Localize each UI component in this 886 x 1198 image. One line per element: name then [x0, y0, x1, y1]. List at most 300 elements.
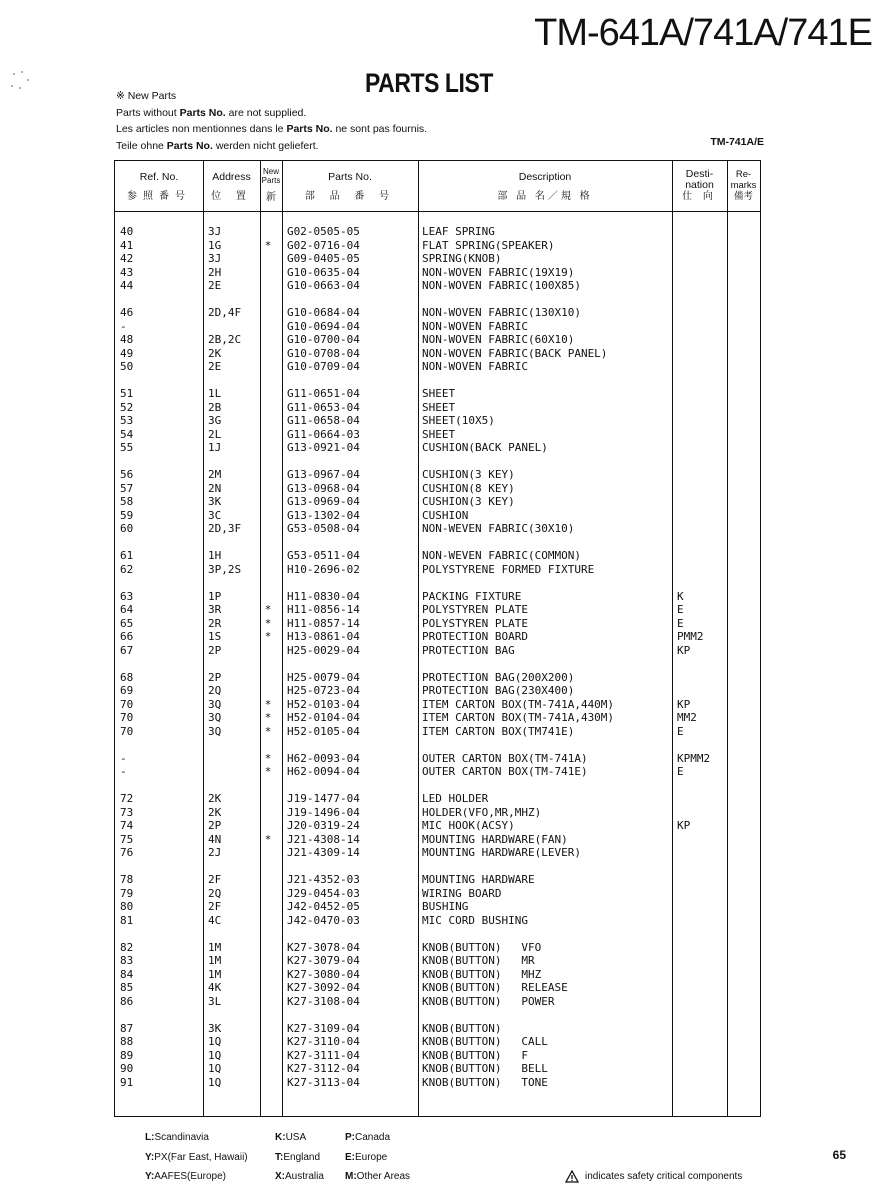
- parts-no-cell: G02-0505-05: [287, 225, 360, 238]
- description-cell: MIC CORD BUSHING: [422, 913, 528, 927]
- description-cell: KNOB(BUTTON) RELEASE: [422, 981, 568, 994]
- table-row: [115, 698, 760, 712]
- description-cell: NON-WOVEN FABRIC(BACK PANEL): [422, 346, 608, 360]
- parts-no-cell: G11-0653-04: [287, 400, 360, 414]
- destination-cell: E: [677, 603, 684, 616]
- table-row: [115, 806, 760, 820]
- legend-region: Europe: [355, 1151, 388, 1163]
- address-cell: 4C: [208, 913, 222, 927]
- legend-col-3: [345, 1128, 410, 1187]
- description-cell: KNOB(BUTTON) POWER: [422, 994, 555, 1008]
- ref-no-cell: 68: [120, 670, 134, 684]
- description-cell: LEAF SPRING: [422, 225, 495, 238]
- ref-no-cell: 51: [120, 387, 134, 400]
- table-row: [115, 941, 760, 955]
- new-mark-cell: *: [264, 724, 272, 738]
- table-row: [115, 1035, 760, 1049]
- description-cell: BUSHING: [422, 900, 469, 913]
- ref-no-cell: 46: [120, 306, 134, 319]
- ref-no-cell: 66: [120, 630, 134, 643]
- ref-no-cell: 73: [120, 805, 134, 819]
- description-cell: PROTECTION BAG(200X200): [422, 670, 575, 684]
- new-mark-cell: *: [264, 603, 272, 616]
- parts-no-cell: K27-3079-04: [287, 954, 360, 967]
- table-row: [115, 900, 760, 914]
- table-row: [115, 266, 760, 280]
- ref-no-cell: 90: [120, 1062, 134, 1075]
- parts-no-cell: G10-0663-04: [287, 279, 360, 292]
- legend-entry: [345, 1128, 410, 1148]
- address-cell: 4K: [208, 981, 222, 994]
- notes-block: [116, 88, 427, 154]
- table-row: [115, 887, 760, 901]
- model-subtitle: TM-741A/E: [710, 136, 764, 148]
- address-cell: 1P: [208, 589, 222, 603]
- description-cell: ITEM CARTON BOX(TM-741A,430M): [422, 711, 615, 724]
- parts-no-cell: J21-4308-14: [287, 832, 360, 846]
- table-row: [115, 792, 760, 806]
- ref-no-cell: 65: [120, 616, 134, 630]
- warning-triangle-icon: [565, 1170, 579, 1183]
- address-cell: 2Q: [208, 886, 222, 900]
- address-cell: 3K: [208, 1021, 222, 1035]
- description-cell: CUSHION(BACK PANEL): [422, 441, 548, 454]
- address-cell: 1J: [208, 441, 222, 454]
- address-cell: 3K: [208, 495, 222, 508]
- ref-no-cell: 70: [120, 697, 134, 711]
- address-cell: 2D,4F: [208, 306, 242, 319]
- parts-no-cell: J21-4352-03: [287, 873, 360, 886]
- ref-no-cell: 42: [120, 252, 134, 265]
- table-row: [115, 279, 760, 293]
- legend-entry: [345, 1167, 410, 1187]
- parts-no-cell: K27-3108-04: [287, 994, 360, 1008]
- table-row: [115, 765, 760, 779]
- ref-no-cell: 70: [120, 711, 134, 724]
- header-remarks: Re- marks 備考: [730, 169, 757, 202]
- address-cell: 3J: [208, 225, 222, 238]
- parts-no-cell: K27-3111-04: [287, 1048, 360, 1062]
- legend-code: M:: [345, 1171, 357, 1182]
- destination-cell: KP: [677, 643, 691, 657]
- address-cell: 2E: [208, 360, 222, 373]
- table-row: [115, 846, 760, 860]
- description-cell: KNOB(BUTTON) F: [422, 1048, 528, 1062]
- legend-entry: [345, 1148, 410, 1168]
- legend-code: T:: [275, 1151, 284, 1163]
- description-cell: ITEM CARTON BOX(TM-741A,440M): [422, 697, 615, 711]
- address-cell: 1L: [208, 387, 222, 400]
- parts-no-cell: H62-0093-04: [287, 751, 360, 765]
- description-cell: KNOB(BUTTON) BELL: [422, 1062, 548, 1075]
- address-cell: 3G: [208, 414, 222, 427]
- address-cell: 3Q: [208, 697, 222, 711]
- legend-region: USA: [285, 1132, 307, 1143]
- new-mark-cell: *: [264, 238, 272, 252]
- new-mark-cell: *: [264, 765, 272, 778]
- parts-no-cell: H52-0103-04: [287, 697, 360, 711]
- destination-cell: E: [677, 765, 684, 778]
- ref-no-cell: 84: [120, 967, 134, 981]
- address-cell: 2N: [208, 481, 222, 495]
- parts-no-cell: J42-0452-05: [287, 900, 360, 913]
- ref-no-cell: 75: [120, 832, 134, 846]
- address-cell: 2B: [208, 400, 222, 414]
- address-cell: 1G: [208, 238, 222, 252]
- destination-cell: MM2: [677, 711, 697, 724]
- header-divider: [115, 211, 760, 212]
- address-cell: 2R: [208, 616, 222, 630]
- parts-no-cell: J19-1496-04: [287, 805, 360, 819]
- legend-code: P:: [345, 1132, 355, 1143]
- address-cell: 2F: [208, 900, 222, 913]
- table-row: [115, 441, 760, 455]
- description-cell: ITEM CARTON BOX(TM741E): [422, 724, 575, 738]
- new-mark-cell: *: [264, 711, 272, 724]
- description-cell: NON-WEVEN FABRIC(COMMON): [422, 549, 581, 562]
- description-cell: NON-WEVEN FABRIC(30X10): [422, 522, 575, 535]
- address-cell: 3J: [208, 252, 222, 265]
- description-cell: NON-WOVEN FABRIC(100X85): [422, 279, 581, 292]
- description-cell: NON-WOVEN FABRIC(60X10): [422, 333, 575, 346]
- parts-no-cell: H11-0830-04: [287, 589, 360, 603]
- parts-no-cell: K27-3110-04: [287, 1035, 360, 1048]
- table-row: [115, 482, 760, 496]
- ref-no-cell: 52: [120, 400, 134, 414]
- table-row: [115, 995, 760, 1009]
- parts-table: [114, 160, 761, 1117]
- parts-no-cell: G09-0405-05: [287, 252, 360, 265]
- parts-no-cell: G13-0968-04: [287, 481, 360, 495]
- ref-no-cell: 44: [120, 279, 134, 292]
- parts-no-cell: K27-3080-04: [287, 967, 360, 981]
- parts-no-cell: G10-0635-04: [287, 265, 360, 279]
- table-row: [115, 644, 760, 658]
- description-cell: MOUNTING HARDWARE(FAN): [422, 832, 568, 846]
- address-cell: 1S: [208, 630, 222, 643]
- parts-no-cell: H25-0723-04: [287, 684, 360, 697]
- parts-no-cell: J21-4309-14: [287, 846, 360, 859]
- description-cell: KNOB(BUTTON) CALL: [422, 1035, 548, 1048]
- parts-no-cell: K27-3112-04: [287, 1062, 360, 1075]
- parts-no-cell: J20-0319-24: [287, 819, 360, 832]
- description-cell: CUSHION(3 KEY): [422, 495, 515, 508]
- address-cell: 2K: [208, 805, 222, 819]
- parts-no-cell: G13-0969-04: [287, 495, 360, 508]
- address-cell: 2K: [208, 346, 222, 360]
- legend-entry: [275, 1167, 324, 1187]
- ref-no-cell: 89: [120, 1048, 134, 1062]
- ref-no-cell: 88: [120, 1035, 134, 1048]
- header-description: Description 部 品 名／規 格: [497, 171, 593, 202]
- legend-region: AAFES(Europe): [154, 1171, 226, 1182]
- safety-note: indicates safety critical components: [565, 1170, 742, 1183]
- description-cell: PROTECTION BAG: [422, 643, 515, 657]
- parts-no-cell: J42-0470-03: [287, 913, 360, 927]
- legend-code: Y:: [145, 1171, 155, 1182]
- note-fr: Les articles non mentionnes dans le Parts No. ne sont pas fournis.: [116, 123, 428, 135]
- legend-code: K:: [275, 1132, 286, 1143]
- ref-no-cell: 78: [120, 873, 134, 886]
- table-row: [115, 833, 760, 847]
- table-row: [115, 684, 760, 698]
- address-cell: 2P: [208, 670, 222, 684]
- ref-no-cell: 53: [120, 414, 134, 427]
- new-mark-cell: *: [264, 697, 272, 711]
- description-cell: FLAT SPRING(SPEAKER): [422, 238, 555, 252]
- note-new-parts: ※ New Parts: [116, 90, 177, 102]
- address-cell: 3Q: [208, 724, 222, 738]
- table-row: [115, 428, 760, 442]
- parts-no-cell: G10-0700-04: [287, 333, 360, 346]
- ref-no-cell: 41: [120, 238, 134, 252]
- table-row: [115, 333, 760, 347]
- description-cell: SHEET: [422, 427, 456, 441]
- description-cell: SHEET: [422, 400, 456, 414]
- parts-no-cell: J19-1477-04: [287, 792, 360, 805]
- legend-region: Other Areas: [356, 1171, 411, 1182]
- parts-no-cell: G10-0684-04: [287, 306, 360, 319]
- ref-no-cell: 80: [120, 900, 134, 913]
- legend-code: E:: [345, 1151, 355, 1163]
- table-row: [115, 819, 760, 833]
- table-row: [115, 873, 760, 887]
- legend-code: L:: [145, 1132, 155, 1143]
- table-row: [115, 509, 760, 523]
- new-mark-cell: *: [264, 751, 272, 765]
- ref-no-cell: 64: [120, 603, 134, 616]
- address-cell: 2K: [208, 792, 222, 805]
- ref-no-cell: 50: [120, 360, 134, 373]
- table-row: [115, 239, 760, 253]
- ref-no-cell: 48: [120, 333, 134, 346]
- ref-no-cell: 55: [120, 441, 134, 454]
- header-destination: Desti- nation 仕 向: [682, 168, 717, 202]
- description-cell: PROTECTION BAG(230X400): [422, 684, 575, 697]
- table-row: [115, 725, 760, 739]
- description-cell: KNOB(BUTTON) MHZ: [422, 967, 542, 981]
- address-cell: 2B,2C: [208, 333, 242, 346]
- parts-no-cell: G53-0508-04: [287, 522, 360, 535]
- address-cell: 2P: [208, 819, 222, 832]
- header-parts-no: Parts No. 部 品 番 号: [304, 171, 396, 202]
- ref-no-cell: 58: [120, 495, 134, 508]
- description-cell: SHEET: [422, 387, 456, 400]
- address-cell: 1M: [208, 940, 222, 954]
- description-cell: POLYSTYREN PLATE: [422, 616, 528, 630]
- legend-code: Y:: [145, 1151, 155, 1163]
- ref-no-cell: -: [120, 765, 127, 778]
- address-cell: 4N: [208, 832, 222, 846]
- parts-no-cell: G11-0664-03: [287, 427, 360, 441]
- destination-cell: E: [677, 724, 684, 738]
- table-row: [115, 1022, 760, 1036]
- address-cell: 2F: [208, 873, 222, 886]
- ref-no-cell: 49: [120, 346, 134, 360]
- description-cell: CUSHION(8 KEY): [422, 481, 515, 495]
- destination-cell: KP: [677, 819, 691, 832]
- header-new: New Parts 新: [261, 167, 281, 203]
- table-row: [115, 968, 760, 982]
- ref-no-cell: -: [120, 751, 127, 765]
- table-row: [115, 306, 760, 320]
- table-row: [115, 347, 760, 361]
- parts-no-cell: H62-0094-04: [287, 765, 360, 778]
- legend-region: England: [283, 1151, 321, 1163]
- ref-no-cell: 54: [120, 427, 134, 441]
- table-row: [115, 603, 760, 617]
- parts-no-cell: H13-0861-04: [287, 630, 360, 643]
- page-title: PARTS LIST: [365, 68, 493, 98]
- table-row: [115, 954, 760, 968]
- ref-no-cell: 83: [120, 954, 134, 967]
- ref-no-cell: 91: [120, 1075, 134, 1089]
- header-address: Address 位 置: [211, 171, 252, 202]
- address-cell: 3P,2S: [208, 562, 242, 576]
- description-cell: OUTER CARTON BOX(TM-741E): [422, 765, 588, 778]
- ref-no-cell: 61: [120, 549, 134, 562]
- table-row: [115, 590, 760, 604]
- description-cell: PROTECTION BOARD: [422, 630, 528, 643]
- parts-no-cell: H10-2696-02: [287, 562, 360, 576]
- description-cell: SPRING(KNOB): [422, 252, 502, 265]
- parts-no-cell: G10-0694-04: [287, 319, 360, 333]
- new-mark-cell: *: [264, 832, 272, 846]
- ref-no-cell: 72: [120, 792, 134, 805]
- ref-no-cell: 74: [120, 819, 134, 832]
- description-cell: WIRING BOARD: [422, 886, 502, 900]
- address-cell: 3C: [208, 508, 222, 522]
- table-row: [115, 225, 760, 239]
- table-row: [115, 252, 760, 266]
- ref-no-cell: 87: [120, 1021, 134, 1035]
- destination-cell: K: [677, 589, 684, 603]
- ref-no-cell: 70: [120, 724, 134, 738]
- table-row: [115, 387, 760, 401]
- parts-no-cell: H25-0079-04: [287, 670, 360, 684]
- legend-entry: [145, 1167, 248, 1187]
- legend-region: PX(Far East, Hawaii): [154, 1151, 248, 1163]
- address-cell: 2D,3F: [208, 522, 242, 535]
- address-cell: 1H: [208, 549, 222, 562]
- page-number: 65: [832, 1148, 846, 1162]
- address-cell: 1Q: [208, 1035, 222, 1048]
- table-row: [115, 360, 760, 374]
- ref-no-cell: 62: [120, 562, 134, 576]
- table-row: [115, 617, 760, 631]
- ref-no-cell: 82: [120, 940, 134, 954]
- address-cell: 1Q: [208, 1048, 222, 1062]
- description-cell: HOLDER(VFO,MR,MHZ): [422, 805, 542, 819]
- note-de: Teile ohne Parts No. werden nicht geliefert.: [116, 139, 319, 152]
- description-cell: SHEET(10X5): [422, 414, 495, 427]
- address-cell: 2H: [208, 265, 222, 279]
- table-row: [115, 468, 760, 482]
- address-cell: 2Q: [208, 684, 222, 697]
- legend-entry: [275, 1148, 324, 1168]
- ref-no-cell: 85: [120, 981, 134, 994]
- ref-no-cell: 57: [120, 481, 134, 495]
- description-cell: NON-WOVEN FABRIC(19X19): [422, 265, 575, 279]
- description-cell: CUSHION(3 KEY): [422, 468, 515, 481]
- table-row: [115, 522, 760, 536]
- parts-no-cell: G11-0658-04: [287, 414, 360, 427]
- address-cell: 3L: [208, 994, 222, 1008]
- ref-no-cell: 40: [120, 225, 134, 238]
- ref-no-cell: 76: [120, 846, 134, 859]
- ref-no-cell: 86: [120, 994, 134, 1008]
- table-row: [115, 1049, 760, 1063]
- ref-no-cell: 63: [120, 589, 134, 603]
- address-cell: 1Q: [208, 1075, 222, 1089]
- ref-no-cell: 81: [120, 913, 134, 927]
- parts-no-cell: H52-0104-04: [287, 711, 360, 724]
- legend-col-1: [145, 1128, 248, 1187]
- address-cell: 2L: [208, 427, 222, 441]
- header-ref: Ref. No. 参照番号: [127, 171, 191, 202]
- ref-no-cell: 67: [120, 643, 134, 657]
- address-cell: 1M: [208, 954, 222, 967]
- parts-no-cell: G13-0921-04: [287, 441, 360, 454]
- address-cell: 2M: [208, 468, 222, 481]
- table-row: [115, 630, 760, 644]
- destination-cell: KP: [677, 697, 691, 711]
- address-cell: 2J: [208, 846, 222, 859]
- description-cell: NON-WOVEN FABRIC: [422, 360, 528, 373]
- legend-entry: [275, 1128, 324, 1148]
- address-cell: 2E: [208, 279, 222, 292]
- parts-no-cell: G53-0511-04: [287, 549, 360, 562]
- parts-no-cell: K27-3078-04: [287, 940, 360, 954]
- address-cell: 3Q: [208, 711, 222, 724]
- ref-no-cell: 56: [120, 468, 134, 481]
- table-row: [115, 752, 760, 766]
- description-cell: KNOB(BUTTON) MR: [422, 954, 535, 967]
- description-cell: MOUNTING HARDWARE(LEVER): [422, 846, 581, 859]
- table-row: [115, 1062, 760, 1076]
- legend-region: Australia: [285, 1171, 324, 1182]
- description-cell: MIC HOOK(ACSY): [422, 819, 515, 832]
- address-cell: 1M: [208, 967, 222, 981]
- description-cell: LED HOLDER: [422, 792, 489, 805]
- table-row: [115, 563, 760, 577]
- legend-col-2: [275, 1128, 324, 1187]
- description-cell: MOUNTING HARDWARE: [422, 873, 535, 886]
- address-cell: 3R: [208, 603, 222, 616]
- description-cell: KNOB(BUTTON) VFO: [422, 940, 542, 954]
- parts-no-cell: H11-0856-14: [287, 603, 360, 616]
- parts-no-cell: J29-0454-03: [287, 886, 360, 900]
- parts-no-cell: K27-3092-04: [287, 981, 360, 994]
- parts-no-cell: H25-0029-04: [287, 643, 360, 657]
- ref-no-cell: 59: [120, 508, 134, 522]
- parts-no-cell: G02-0716-04: [287, 238, 360, 252]
- legend-region: Canada: [355, 1132, 391, 1143]
- description-cell: NON-WOVEN FABRIC: [422, 319, 528, 333]
- scan-mark: [6, 68, 34, 92]
- parts-no-cell: G10-0708-04: [287, 346, 360, 360]
- table-row: [115, 401, 760, 415]
- table-row: [115, 495, 760, 509]
- table-row: [115, 320, 760, 334]
- parts-no-cell: G13-0967-04: [287, 468, 360, 481]
- description-cell: POLYSTYREN PLATE: [422, 603, 528, 616]
- description-cell: CUSHION: [422, 508, 469, 522]
- note-en: Parts without Parts No. are not supplied.: [116, 106, 307, 119]
- table-row: [115, 981, 760, 995]
- parts-no-cell: K27-3113-04: [287, 1075, 360, 1089]
- new-mark-cell: *: [264, 630, 272, 643]
